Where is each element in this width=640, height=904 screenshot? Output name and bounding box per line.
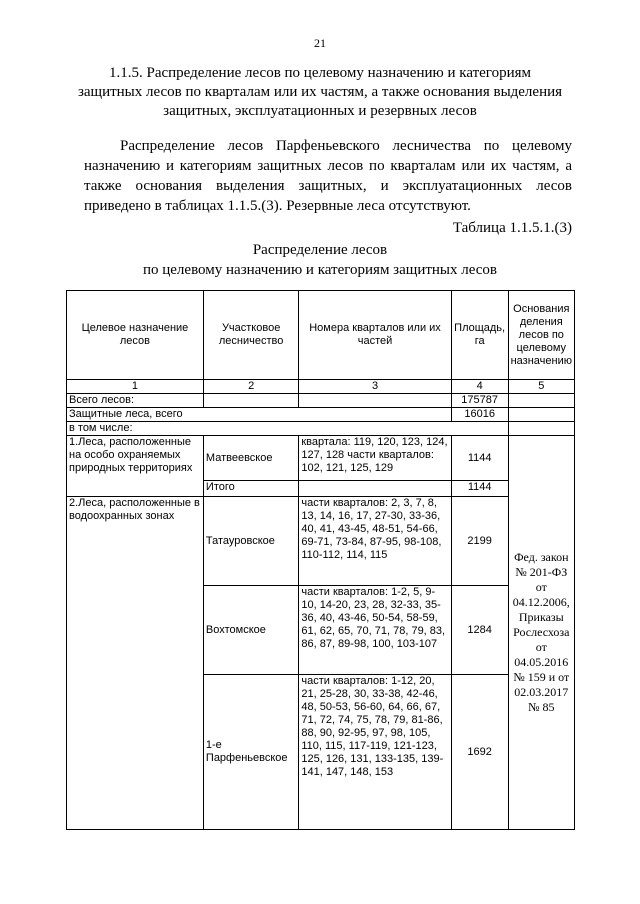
column-number-5: 5 bbox=[508, 380, 574, 394]
group2-quarters-1: части кварталов: 2, 3, 7, 8, 13, 14, 16, 17, 27-30, 33-36, 40, 41, 43-45, 48-51, 54-66, 69-71, 73-84, 87-95, 98-108, 110-112, 114, 115 bbox=[299, 497, 451, 586]
table-caption-line-2: по целевому назначению и категориям защитных лесов bbox=[142, 262, 498, 278]
group1-subtotal-label: Итого bbox=[203, 481, 298, 497]
section-title-line-2: защитных лесов по кварталам или их частям, а также основания выделения bbox=[77, 84, 563, 100]
column-number-4: 4 bbox=[451, 380, 508, 394]
table-caption-line-1: Распределение лесов bbox=[252, 242, 388, 258]
header-forestry: Участковое лесничество bbox=[203, 291, 298, 380]
group1-quarters: квартала: 119, 120, 123, 124, 127, 128 части кварталов: 102, 121, 125, 129 bbox=[299, 436, 451, 481]
total-value: 175787 bbox=[451, 394, 508, 408]
protective-label: Защитные леса, всего bbox=[67, 408, 452, 422]
column-number-2: 2 bbox=[203, 380, 298, 394]
total-label: Всего лесов: bbox=[67, 394, 204, 408]
column-number-row bbox=[67, 380, 575, 394]
intro-line-1: Распределение лесов Парфеньевского лесничества по целевому bbox=[120, 138, 572, 154]
group1-forestry: Матвеевское bbox=[203, 436, 298, 481]
header-area: Площадь, га bbox=[451, 291, 508, 380]
intro-line-3: также основания выделения защитных, и эксплуатационных лесов bbox=[84, 178, 572, 194]
group1-subtotal-value: 1144 bbox=[451, 481, 508, 497]
table-header-row bbox=[67, 291, 575, 380]
header-purpose: Целевое назначение лесов bbox=[67, 291, 204, 380]
group2-row bbox=[67, 497, 575, 586]
table-number: Таблица 1.1.5.1.(3) bbox=[452, 220, 572, 236]
forest-distribution-table bbox=[66, 290, 575, 830]
intro-paragraph bbox=[84, 136, 572, 216]
section-title-line-3: защитных, эксплуатационных и резервных лесов bbox=[163, 103, 477, 119]
column-number-1: 1 bbox=[67, 380, 204, 394]
column-number-3: 3 bbox=[299, 380, 451, 394]
page-number: 21 bbox=[314, 36, 326, 50]
group2-area-3: 1692 bbox=[451, 675, 508, 830]
including-label: в том числе: bbox=[67, 422, 509, 436]
group2-area-1: 2199 bbox=[451, 497, 508, 586]
legal-basis: Фед. закон № 201-ФЗ от 04.12.2006, Приказы Рослесхоза от 04.05.2016 № 159 и от 02.03.2017 № 85 bbox=[508, 436, 574, 830]
total-row bbox=[67, 394, 575, 408]
including-row bbox=[67, 422, 575, 436]
group2-label: 2.Леса, расположенные в водоохранных зонах bbox=[67, 497, 204, 830]
section-title-line-1: 1.1.5. Распределение лесов по целевому назначению и категориям bbox=[108, 65, 531, 81]
group2-quarters-3: части кварталов: 1-12, 20, 21, 25-28, 30, 33-38, 42-46, 48, 50-53, 56-60, 64, 66, 67, 71, 72, 74, 75, 78, 79, 81-86, 88, 90, 92-95, 97, 98, 105, 110, 115, 117-119, 121-123, 125, 126, 131, 133-135, 139-141, 147, 148, 153 bbox=[299, 675, 451, 830]
protective-value: 16016 bbox=[451, 408, 508, 422]
group1-area: 1144 bbox=[451, 436, 508, 481]
group1-row bbox=[67, 436, 575, 481]
intro-line-4: приведено в таблицах 1.1.5.(3). Резервные леса отсутствуют. bbox=[84, 198, 471, 214]
protective-row bbox=[67, 408, 575, 422]
intro-line-2: назначению и категориям защитных лесов по кварталам или их частям, а bbox=[84, 158, 572, 174]
group2-forestry-2: Вохтомское bbox=[203, 586, 298, 675]
group2-forestry-3: 1-е Парфеньевское bbox=[203, 675, 298, 830]
header-basis: Основания деления лесов по целевому назначению bbox=[508, 291, 574, 380]
section-title bbox=[60, 64, 580, 121]
group2-forestry-1: Татауровское bbox=[203, 497, 298, 586]
group2-quarters-2: части кварталов: 1-2, 5, 9-10, 14-20, 23, 28, 32-33, 35-36, 40, 43-46, 50-54, 58-59, 61, 62, 65, 70, 71, 78, 79, 83, 86, 87, 89-98, 100, 103-107 bbox=[299, 586, 451, 675]
header-quarters: Номера кварталов или их частей bbox=[299, 291, 451, 380]
table-caption bbox=[60, 240, 580, 280]
group1-label: 1.Леса, расположенные на особо охраняемых природных территориях bbox=[67, 436, 204, 497]
group2-area-2: 1284 bbox=[451, 586, 508, 675]
